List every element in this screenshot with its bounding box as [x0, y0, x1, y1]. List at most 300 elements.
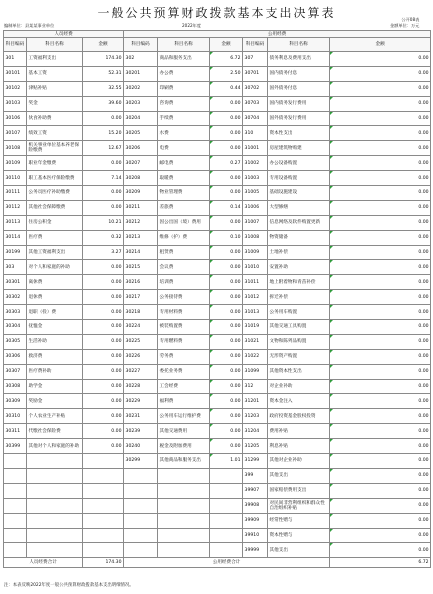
public1-amount-text: 0.00	[230, 339, 241, 345]
cell-marker-icon	[330, 186, 333, 189]
public2-code-cell: 31010	[243, 260, 268, 275]
public1-name-cell: 公务用车运行维护费	[158, 409, 210, 424]
public2-name-cell: 房屋建筑物购建	[268, 141, 330, 156]
table-row	[4, 215, 431, 230]
cell-marker-icon	[210, 454, 213, 457]
public1-name-cell	[158, 528, 210, 543]
table-row	[4, 81, 431, 96]
cell-marker-icon	[210, 156, 213, 159]
public2-amount-cell	[330, 200, 431, 215]
table-row	[4, 305, 431, 320]
personnel-code-cell	[4, 454, 27, 469]
table-row	[4, 334, 431, 349]
public1-name-cell	[158, 468, 210, 483]
public2-amount-cell	[330, 215, 431, 230]
public1-code-cell	[124, 528, 158, 543]
cell-marker-icon	[210, 112, 213, 115]
personnel-name-cell: 津贴补贴	[27, 81, 83, 96]
public1-code-cell: 30217	[124, 290, 158, 305]
public1-name-cell: 商品和服务支出	[158, 52, 210, 67]
cell-marker-icon	[330, 201, 333, 204]
public1-code-cell: 30216	[124, 275, 158, 290]
personnel-code-cell: 30112	[4, 200, 27, 215]
public1-code-cell: 30204	[124, 111, 158, 126]
personnel-code-cell: 30108	[4, 141, 27, 156]
personnel-code-cell: 30311	[4, 424, 27, 439]
table-row	[4, 141, 431, 156]
personnel-code-cell: 30310	[4, 409, 27, 424]
table-row	[4, 379, 431, 394]
personnel-code-cell: 30302	[4, 290, 27, 305]
public1-code-cell	[124, 543, 158, 558]
public1-amount-cell	[210, 66, 243, 81]
public1-amount-cell	[210, 424, 243, 439]
public2-name-cell: 其他支出	[268, 468, 330, 483]
public1-code-cell: 30211	[124, 200, 158, 215]
public2-amount-text: 0.00	[418, 130, 429, 136]
public2-amount-cell	[330, 379, 431, 394]
public1-amount-text: 0.00	[230, 175, 241, 181]
public2-amount-text: 0.00	[418, 488, 429, 494]
personnel-name-cell: 抚恤金	[27, 320, 83, 335]
public1-name-cell: 公务接待费	[158, 290, 210, 305]
table-row	[4, 320, 431, 335]
public2-name-cell: 资本金注入	[268, 394, 330, 409]
public2-amount-text: 0.00	[418, 190, 429, 196]
personnel-name-cell: 伙食补助费	[27, 111, 83, 126]
form-number: 公开08表	[401, 17, 420, 22]
public1-code-cell: 30208	[124, 171, 158, 186]
personnel-code-cell	[4, 528, 27, 543]
cell-marker-icon	[210, 216, 213, 219]
public2-name-cell: 土地补偿	[268, 245, 330, 260]
table-row	[4, 96, 431, 111]
public2-amount-text: 0.00	[418, 324, 429, 330]
cell-marker-icon	[330, 365, 333, 368]
public1-amount-cell	[210, 230, 243, 245]
personnel-name-cell: 医疗费补助	[27, 364, 83, 379]
personnel-code-cell	[4, 483, 27, 498]
public1-amount-text: 0.00	[230, 443, 241, 449]
personnel-name-cell: 离休费	[27, 275, 83, 290]
personnel-name-cell: 退休费	[27, 290, 83, 305]
public2-amount-cell	[330, 186, 431, 201]
cell-marker-icon	[330, 454, 333, 457]
public2-code-cell: 31203	[243, 409, 268, 424]
personnel-code-cell: 30106	[4, 111, 27, 126]
public2-amount-text: 0.00	[418, 532, 429, 538]
personnel-code-cell: 30199	[4, 245, 27, 260]
personnel-amount-cell: 0.00	[83, 260, 124, 275]
public2-name-cell: 文物和陈列品购置	[268, 334, 330, 349]
public1-amount-cell	[210, 126, 243, 141]
public2-amount-text: 0.00	[418, 398, 429, 404]
cell-marker-icon	[330, 380, 333, 383]
cell-marker-icon	[210, 246, 213, 249]
personnel-code-cell: 30103	[4, 96, 27, 111]
public1-amount-text: 0.10	[230, 235, 241, 241]
public2-amount-cell	[330, 260, 431, 275]
public1-code-cell: 302	[124, 52, 158, 67]
public1-amount-cell	[210, 171, 243, 186]
public1-code-cell: 30205	[124, 126, 158, 141]
public1-amount-text: 0.14	[230, 205, 241, 211]
public2-code-cell: 39908	[243, 498, 268, 513]
public2-code-cell: 399	[243, 468, 268, 483]
public2-name-cell: 地上附着物和青苗补偿	[268, 275, 330, 290]
table-body	[4, 52, 431, 558]
public1-name-cell: 手续费	[158, 111, 210, 126]
personnel-code-cell: 30101	[4, 66, 27, 81]
public2-code-cell: 31021	[243, 334, 268, 349]
personnel-code-cell: 30114	[4, 230, 27, 245]
public1-name-cell: 委托业务费	[158, 364, 210, 379]
public2-amount-cell	[330, 230, 431, 245]
public1-amount-text: 0.00	[230, 324, 241, 330]
public2-amount-text: 0.00	[418, 428, 429, 434]
report-title: 一般公共预算财政拨款基本支出决算表	[97, 6, 336, 20]
public2-code-cell: 31013	[243, 305, 268, 320]
personnel-code-cell	[4, 498, 27, 513]
public2-code-cell: 31001	[243, 141, 268, 156]
public2-code-cell: 30701	[243, 66, 268, 81]
cell-marker-icon	[210, 186, 213, 189]
public2-name-cell: 基础设施建设	[268, 186, 330, 201]
personnel-name-cell: 公务员医疗补助缴费	[27, 186, 83, 201]
personnel-code-cell: 30109	[4, 156, 27, 171]
public2-name-cell: 物资储备	[268, 230, 330, 245]
public1-code-cell: 30226	[124, 349, 158, 364]
public1-name-cell: 水费	[158, 126, 210, 141]
personnel-code-cell: 30308	[4, 379, 27, 394]
public1-code-cell: 30207	[124, 156, 158, 171]
personnel-name-cell: 其他工资福利支出	[27, 245, 83, 260]
public2-amount-text: 0.00	[418, 145, 429, 151]
personnel-amount-cell: 10.21	[83, 215, 124, 230]
public1-amount-cell	[210, 305, 243, 320]
public1-amount-cell	[210, 394, 243, 409]
personnel-code-cell: 30303	[4, 305, 27, 320]
public1-name-cell	[158, 483, 210, 498]
cell-marker-icon	[210, 201, 213, 204]
cell-marker-icon	[330, 275, 333, 278]
personnel-code-cell: 30307	[4, 364, 27, 379]
cell-marker-icon	[210, 171, 213, 174]
personnel-name-cell: 奖金	[27, 96, 83, 111]
col-amount-header: 金额	[330, 38, 431, 52]
personnel-amount-cell: 3.27	[83, 245, 124, 260]
public2-amount-text: 0.00	[418, 369, 429, 375]
public1-name-cell: 劳务费	[158, 349, 210, 364]
public1-name-cell: 取暖费	[158, 171, 210, 186]
public2-code-cell: 30704	[243, 111, 268, 126]
personnel-name-cell: 其他社会保障缴费	[27, 200, 83, 215]
public2-code-cell: 39910	[243, 528, 268, 543]
personnel-code-cell: 30306	[4, 349, 27, 364]
public1-amount-text: 0.00	[230, 398, 241, 404]
public2-amount-cell	[330, 290, 431, 305]
public1-code-cell: 30206	[124, 141, 158, 156]
table-row	[4, 468, 431, 483]
public1-amount-cell	[210, 454, 243, 469]
cell-marker-icon	[330, 231, 333, 234]
cell-marker-icon	[330, 67, 333, 70]
cell-marker-icon	[330, 82, 333, 85]
public1-amount-cell	[210, 141, 243, 156]
public2-code-cell: 307	[243, 52, 268, 67]
cell-marker-icon	[210, 231, 213, 234]
personnel-name-cell: 助学金	[27, 379, 83, 394]
public2-name-cell: 办公设备购置	[268, 156, 330, 171]
personnel-amount-cell: 0.00	[83, 349, 124, 364]
cell-marker-icon	[210, 275, 213, 278]
public1-name-cell: 租赁费	[158, 245, 210, 260]
cell-marker-icon	[330, 499, 333, 502]
personnel-name-cell: 住房公积金	[27, 215, 83, 230]
public2-amount-cell	[330, 364, 431, 379]
public1-amount-text: 6.72	[230, 56, 241, 62]
public1-code-cell: 30213	[124, 230, 158, 245]
public1-amount-cell	[210, 468, 243, 483]
public2-name-cell: 费用补贴	[268, 424, 330, 439]
public2-name-cell: 对民间非营利组织和群众性自治组织补贴	[268, 498, 330, 513]
public2-name-cell: 其他对企业补助	[268, 454, 330, 469]
cell-marker-icon	[330, 469, 333, 472]
personnel-amount-cell: 0.00	[83, 305, 124, 320]
public2-code-cell: 31005	[243, 186, 268, 201]
public2-amount-text: 0.00	[418, 175, 429, 181]
personnel-code-cell	[4, 543, 27, 558]
personnel-amount-cell: 0.00	[83, 439, 124, 454]
public2-name-cell: 国内债务付息	[268, 66, 330, 81]
public2-code-cell: 39909	[243, 513, 268, 528]
cell-marker-icon	[210, 290, 213, 293]
personnel-name-cell: 生活补助	[27, 334, 83, 349]
public1-amount-cell	[210, 52, 243, 67]
public2-code-cell: 312	[243, 379, 268, 394]
cell-marker-icon	[330, 171, 333, 174]
public2-amount-text: 0.00	[418, 518, 429, 524]
public2-amount-cell	[330, 334, 431, 349]
table-row	[4, 275, 431, 290]
personnel-total-value: 174.30	[83, 558, 124, 568]
public1-amount-cell	[210, 96, 243, 111]
cell-marker-icon	[330, 543, 333, 546]
col-code-header: 科目编码	[243, 38, 268, 52]
expenditure-table	[3, 30, 431, 568]
personnel-amount-cell	[83, 468, 124, 483]
personnel-code-cell: 30113	[4, 215, 27, 230]
personnel-name-cell: 职业年金缴费	[27, 156, 83, 171]
table-row	[4, 52, 431, 67]
public2-amount-cell	[330, 111, 431, 126]
public1-amount-cell	[210, 111, 243, 126]
personnel-name-cell: 医疗费	[27, 230, 83, 245]
public1-amount-cell	[210, 409, 243, 424]
public2-amount-text: 0.00	[418, 86, 429, 92]
public1-amount-cell	[210, 290, 243, 305]
cell-marker-icon	[330, 424, 333, 427]
table-row	[4, 290, 431, 305]
personnel-amount-cell: 0.00	[83, 200, 124, 215]
personnel-amount-cell: 0.00	[83, 186, 124, 201]
public1-amount-text: 0.00	[230, 220, 241, 226]
public1-code-cell: 30203	[124, 96, 158, 111]
personnel-code-cell: 30102	[4, 81, 27, 96]
public1-code-cell: 30225	[124, 334, 158, 349]
section-personnel-header: 人员经费	[4, 31, 124, 38]
public1-amount-text: 0.00	[230, 116, 241, 121]
public2-code-cell: 310	[243, 126, 268, 141]
personnel-amount-cell: 7.14	[83, 171, 124, 186]
table-row	[4, 528, 431, 543]
section-public-header: 公用经费	[124, 31, 431, 38]
personnel-amount-cell: 0.00	[83, 320, 124, 335]
public2-amount-cell	[330, 513, 431, 528]
table-row	[4, 260, 431, 275]
public2-name-cell: 专用设备购置	[268, 171, 330, 186]
public1-name-cell: 物业管理费	[158, 186, 210, 201]
public1-name-cell: 差旅费	[158, 200, 210, 215]
public2-amount-cell	[330, 171, 431, 186]
personnel-name-cell: 工资福利支出	[27, 52, 83, 67]
table-row	[4, 186, 431, 201]
public1-amount-text: 0.00	[230, 294, 241, 300]
public1-amount-cell	[210, 320, 243, 335]
cell-marker-icon	[330, 514, 333, 517]
public1-amount-text: 0.00	[230, 145, 241, 151]
public2-amount-text: 0.00	[418, 294, 429, 300]
col-name-header: 科目名称	[268, 38, 330, 52]
public1-code-cell	[124, 513, 158, 528]
public2-name-cell: 政府投资基金股权投资	[268, 409, 330, 424]
public2-name-cell: 资本性支出	[268, 126, 330, 141]
public1-code-cell: 30229	[124, 394, 158, 409]
public2-amount-cell	[330, 424, 431, 439]
public2-name-cell: 信息网络及软件购置更新	[268, 215, 330, 230]
public1-amount-text: 0.00	[230, 279, 241, 285]
personnel-amount-cell: 0.00	[83, 334, 124, 349]
personnel-name-cell	[27, 528, 83, 543]
public2-name-cell: 安置补助	[268, 260, 330, 275]
personnel-amount-cell: 0.00	[83, 290, 124, 305]
public1-amount-text: 0.00	[230, 384, 241, 390]
personnel-amount-cell	[83, 543, 124, 558]
public2-name-cell: 债务利息及费用支出	[268, 52, 330, 67]
public1-amount-text: 0.00	[230, 250, 241, 256]
public2-amount-text: 0.00	[418, 220, 429, 226]
public2-name-cell: 经常性赠与	[268, 513, 330, 528]
cell-marker-icon	[210, 350, 213, 353]
cell-marker-icon	[210, 365, 213, 368]
col-name-header: 科目名称	[158, 38, 210, 52]
cell-marker-icon	[330, 97, 333, 100]
personnel-name-cell: 机关事业单位基本养老保险缴费	[27, 141, 83, 156]
public2-amount-cell	[330, 483, 431, 498]
public1-name-cell: 因公出国（境）费用	[158, 215, 210, 230]
personnel-amount-cell: 39.60	[83, 96, 124, 111]
public1-code-cell: 30227	[124, 364, 158, 379]
public1-code-cell: 30224	[124, 320, 158, 335]
public1-amount-cell	[210, 260, 243, 275]
cell-marker-icon	[330, 141, 333, 144]
year-label: 2022年度	[182, 23, 202, 28]
personnel-name-cell	[27, 543, 83, 558]
public2-name-cell: 资本性赠与	[268, 528, 330, 543]
cell-marker-icon	[210, 126, 213, 129]
personnel-code-cell: 301	[4, 52, 27, 67]
public2-amount-cell	[330, 81, 431, 96]
public2-amount-text: 0.00	[418, 309, 429, 315]
public2-code-cell: 39907	[243, 483, 268, 498]
personnel-amount-cell	[83, 528, 124, 543]
table-row	[4, 245, 431, 260]
personnel-amount-cell	[83, 498, 124, 513]
public2-code-cell: 31003	[243, 171, 268, 186]
cell-marker-icon	[330, 484, 333, 487]
public1-name-cell	[158, 543, 210, 558]
public1-amount-cell	[210, 379, 243, 394]
public1-code-cell	[124, 483, 158, 498]
public2-code-cell: 31007	[243, 215, 268, 230]
table-row	[4, 66, 431, 81]
personnel-name-cell: 退职（役）费	[27, 305, 83, 320]
table-row	[4, 394, 431, 409]
table-row	[4, 171, 431, 186]
public2-code-cell: 30703	[243, 96, 268, 111]
personnel-name-cell: 救济费	[27, 349, 83, 364]
cell-marker-icon	[210, 141, 213, 144]
col-amount-header: 金额	[83, 38, 124, 52]
public2-code-cell: 31008	[243, 230, 268, 245]
public1-amount-cell	[210, 349, 243, 364]
public2-name-cell: 利息补贴	[268, 439, 330, 454]
public1-amount-cell	[210, 498, 243, 513]
public2-amount-cell	[330, 141, 431, 156]
public2-code-cell: 31012	[243, 290, 268, 305]
public2-amount-text: 0.00	[418, 443, 429, 449]
personnel-amount-cell: 0.00	[83, 156, 124, 171]
cell-marker-icon	[330, 350, 333, 353]
personnel-code-cell: 30107	[4, 126, 27, 141]
public2-amount-cell	[330, 409, 431, 424]
cell-marker-icon	[210, 320, 213, 323]
public1-name-cell: 税金及附加费用	[158, 439, 210, 454]
cell-marker-icon	[210, 394, 213, 397]
public2-code-cell: 30702	[243, 81, 268, 96]
personnel-name-cell	[27, 454, 83, 469]
personnel-code-cell: 30309	[4, 394, 27, 409]
form-id	[390, 17, 419, 29]
public1-name-cell: 印刷费	[158, 81, 210, 96]
public2-amount-text: 0.00	[418, 205, 429, 211]
public1-amount-text: 0.00	[230, 428, 241, 434]
public1-amount-text: 0.00	[230, 309, 241, 315]
public-total-label: 公用经费合计	[124, 558, 330, 568]
public1-amount-cell	[210, 215, 243, 230]
personnel-amount-cell: 0.00	[83, 424, 124, 439]
public2-amount-text: 0.00	[418, 339, 429, 345]
table-row	[4, 498, 431, 513]
public1-code-cell: 30240	[124, 439, 158, 454]
public1-amount-text: 0.44	[230, 86, 241, 92]
public2-name-cell: 其他交通工具购置	[268, 320, 330, 335]
public2-amount-cell	[330, 320, 431, 335]
public1-code-cell	[124, 468, 158, 483]
public2-amount-cell	[330, 126, 431, 141]
public2-code-cell: 31019	[243, 320, 268, 335]
public1-code-cell: 30214	[124, 245, 158, 260]
